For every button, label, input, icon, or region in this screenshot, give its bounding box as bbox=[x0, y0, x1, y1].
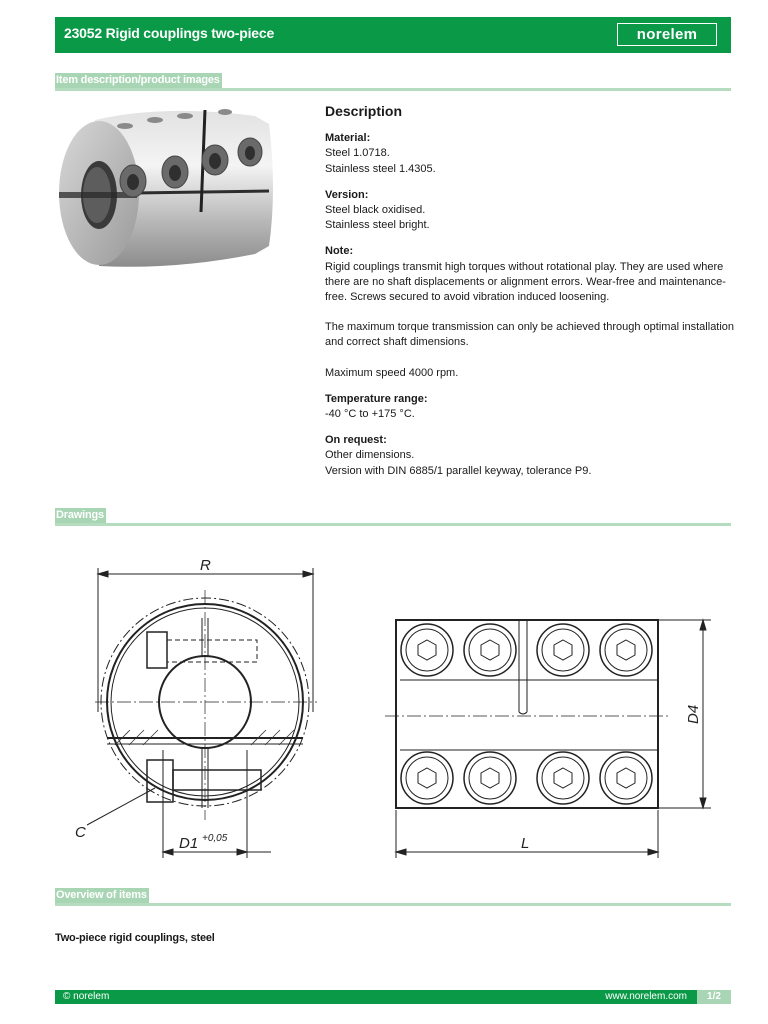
dimension-label-c: C bbox=[75, 824, 86, 841]
overview-subtitle: Two-piece rigid couplings, steel bbox=[55, 932, 215, 944]
footer-bar bbox=[55, 990, 731, 1004]
version-line: Steel black oxidised. bbox=[325, 204, 426, 217]
section-label-drawings: Drawings bbox=[56, 509, 104, 521]
on-request-line: Version with DIN 6885/1 parallel keyway, tolerance P9. bbox=[325, 464, 592, 477]
note-label: Note: bbox=[325, 245, 354, 258]
section-divider-item-description bbox=[55, 88, 731, 91]
dimension-label-d4: D4 bbox=[685, 704, 702, 724]
temperature-label: Temperature range: bbox=[325, 392, 428, 405]
dimension-label-d1: D1 bbox=[179, 835, 199, 852]
material-line: Stainless steel 1.4305. bbox=[325, 162, 436, 175]
note-paragraph: Maximum speed 4000 rpm. bbox=[325, 366, 459, 379]
on-request-label: On request: bbox=[325, 434, 387, 447]
dimension-label-l: L bbox=[521, 835, 530, 852]
temperature-value: -40 °C to +175 °C. bbox=[325, 408, 415, 421]
section-divider-drawings bbox=[55, 523, 731, 526]
version-line: Stainless steel bright. bbox=[325, 219, 430, 232]
on-request-line: Other dimensions. bbox=[325, 449, 415, 462]
side-view bbox=[385, 620, 671, 808]
logo-text: norelem bbox=[636, 26, 698, 43]
front-view bbox=[95, 590, 317, 820]
technical-drawing bbox=[55, 540, 735, 870]
version-label: Version: bbox=[325, 188, 369, 201]
product-image bbox=[55, 100, 275, 272]
page-number: 1/2 bbox=[697, 990, 731, 1004]
description-title: Description bbox=[325, 103, 403, 119]
material-line: Steel 1.0718. bbox=[325, 147, 390, 160]
section-label-overview: Overview of items bbox=[56, 889, 147, 901]
footer-website-link[interactable]: www.norelem.com bbox=[605, 991, 687, 1002]
material-label: Material: bbox=[325, 132, 371, 145]
norelem-logo bbox=[617, 23, 717, 46]
description-panel bbox=[325, 104, 735, 490]
footer-copyright: © norelem bbox=[63, 991, 110, 1002]
dimension-label-r: R bbox=[200, 557, 211, 574]
dimension-tolerance-d1: +0,05 bbox=[202, 833, 228, 844]
section-label-item-description: Item description/product images bbox=[56, 74, 220, 86]
section-divider-overview bbox=[55, 903, 731, 906]
note-paragraph: The maximum torque transmission can only be achieved through optimal installation and correct shaft dimensions. bbox=[325, 321, 735, 349]
note-paragraph: Rigid couplings transmit high torques without rotational play. They are used where there are no shaft displacements or alignment errors. Wear-free and maintenance-free. Screws secured to avoid vibration induced loosening. bbox=[325, 260, 726, 304]
page-title: 23052 Rigid couplings two-piece bbox=[64, 25, 275, 41]
header-bar bbox=[55, 17, 731, 53]
